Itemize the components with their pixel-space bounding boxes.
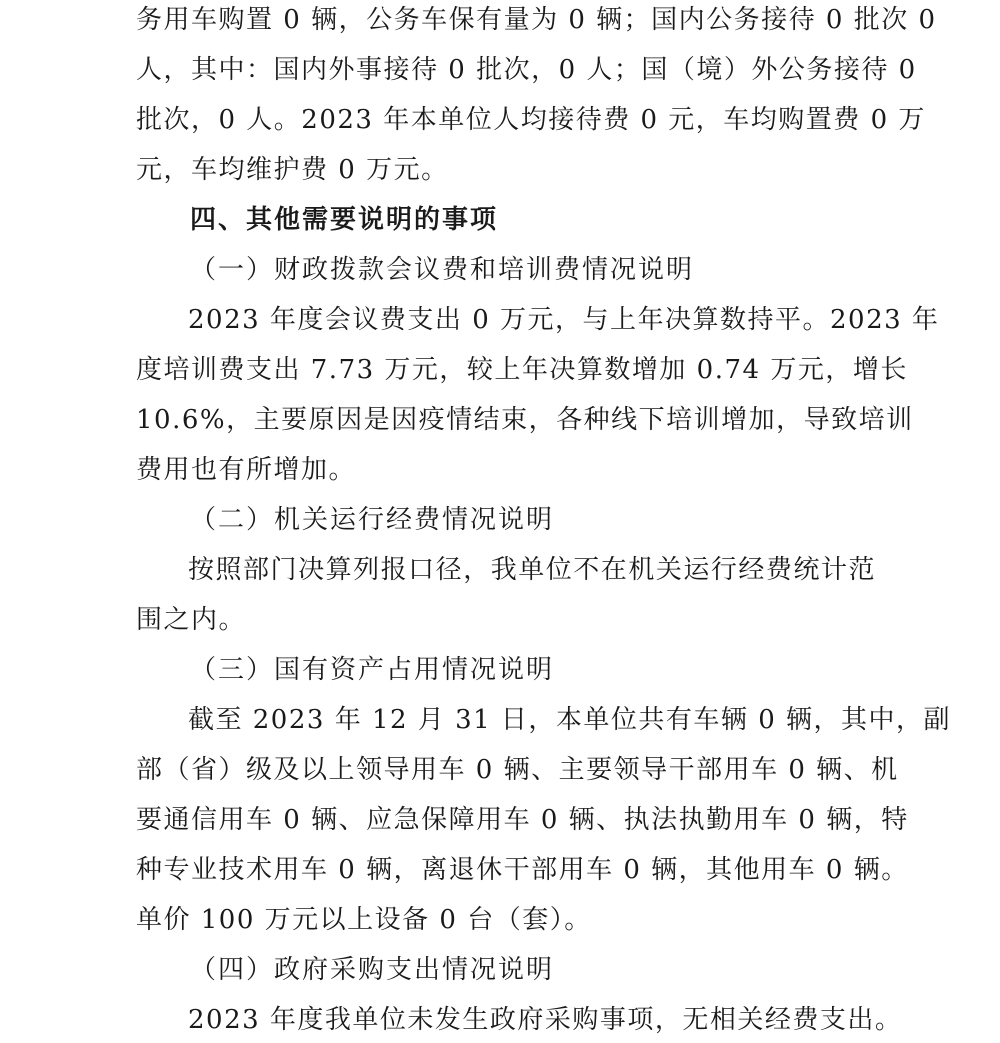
subsection-heading: （二）机关运行经费情况说明	[190, 505, 555, 535]
paragraph-line: 要通信用车 0 辆、应急保障用车 0 辆、执法执勤用车 0 辆，特	[136, 805, 909, 835]
paragraph-line: 务用车购置 0 辆，公务车保有量为 0 辆；国内公务接待 0 批次 0	[136, 5, 937, 35]
section-heading: 四、其他需要说明的事项	[190, 205, 499, 235]
subsection-heading: （一）财政拨款会议费和培训费情况说明	[190, 255, 695, 285]
paragraph-line: 度培训费支出 7.73 万元，较上年决算数增加 0.74 万元，增长	[136, 355, 908, 385]
paragraph-line: 人，其中：国内外事接待 0 批次，0 人；国（境）外公务接待 0	[136, 55, 917, 85]
paragraph-line: 单价 100 万元以上设备 0 台（套）。	[136, 905, 592, 935]
paragraph-line: 10.6%，主要原因是因疫情结束，各种线下培训增加，导致培训	[136, 405, 914, 435]
paragraph-line: 2023 年度会议费支出 0 万元，与上年决算数持平。2023 年	[188, 305, 940, 335]
paragraph-line: 部（省）级及以上领导用车 0 辆、主要领导干部用车 0 辆、机	[136, 755, 899, 785]
paragraph-line: 费用也有所增加。	[136, 455, 357, 485]
paragraph-line: 2023 年度我单位未发生政府采购事项，无相关经费支出。	[188, 1005, 903, 1035]
subsection-heading: （四）政府采购支出情况说明	[190, 955, 555, 985]
paragraph-line: 截至 2023 年 12 月 31 日，本单位共有车辆 0 辆，其中，副	[188, 705, 951, 735]
paragraph-line: 种专业技术用车 0 辆，离退休干部用车 0 辆，其他用车 0 辆。	[136, 855, 909, 885]
paragraph-line: 按照部门决算列报口径，我单位不在机关运行经费统计范	[188, 555, 876, 585]
paragraph-line: 元，车均维护费 0 万元。	[136, 155, 449, 185]
paragraph-line: 批次，0 人。2023 年本单位人均接待费 0 元，车均购置费 0 万	[136, 105, 926, 135]
subsection-heading: （三）国有资产占用情况说明	[190, 655, 555, 685]
paragraph-line: 围之内。	[136, 605, 247, 635]
